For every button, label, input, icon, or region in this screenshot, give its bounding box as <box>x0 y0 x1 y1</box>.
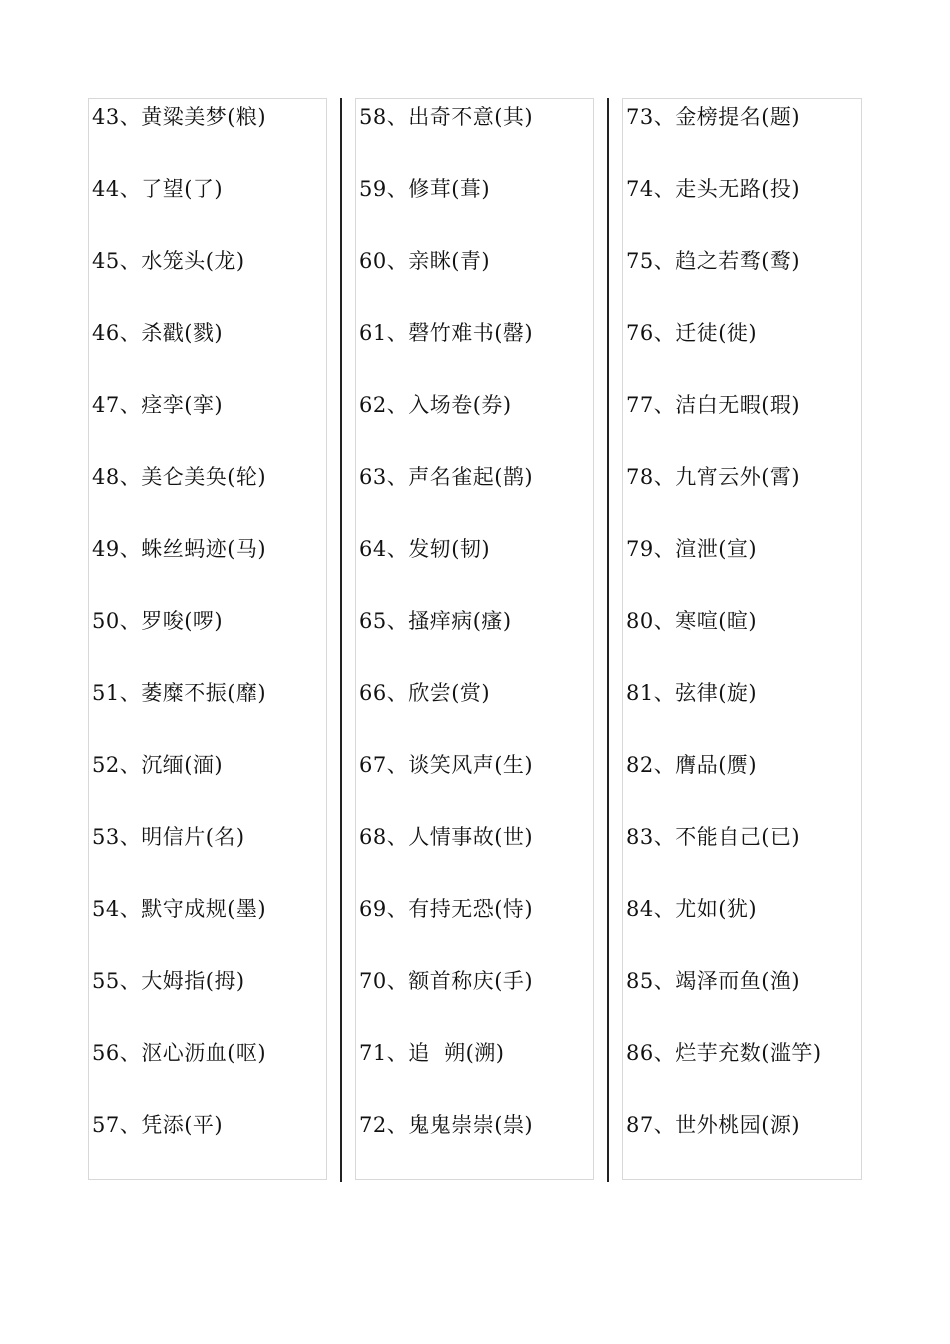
column-divider <box>607 98 609 1182</box>
list-item: 85、竭泽而鱼(渔) <box>626 969 801 993</box>
list-item: 67、谈笑风声(生) <box>359 753 534 777</box>
list-item: 79、渲泄(宣) <box>626 537 758 561</box>
list-item: 45、水笼头(龙) <box>92 249 245 273</box>
list-item: 51、萎糜不振(靡) <box>92 681 267 705</box>
list-item: 52、沉缅(湎) <box>92 753 224 777</box>
list-item: 58、出奇不意(其) <box>359 105 534 129</box>
list-item: 66、欣尝(赏) <box>359 681 491 705</box>
list-item: 75、趋之若骛(鹜) <box>626 249 801 273</box>
list-item: 64、发轫(韧) <box>359 537 491 561</box>
list-item: 71、追 朔(溯) <box>359 1041 505 1065</box>
list-item: 80、寒喧(暄) <box>626 609 758 633</box>
list-item: 82、膺品(赝) <box>626 753 758 777</box>
list-item: 87、世外桃园(源) <box>626 1113 801 1137</box>
list-item: 83、不能自己(已) <box>626 825 801 849</box>
list-item: 48、美仑美奂(轮) <box>92 465 267 489</box>
word-list-column-3 <box>622 98 862 1180</box>
list-item: 62、入场卷(券) <box>359 393 512 417</box>
list-item: 76、迁徒(徙) <box>626 321 758 345</box>
list-item: 43、黄粱美梦(粮) <box>92 105 267 129</box>
list-item: 72、鬼鬼崇崇(祟) <box>359 1113 534 1137</box>
list-item: 46、杀戳(戮) <box>92 321 224 345</box>
list-item: 59、修茸(葺) <box>359 177 491 201</box>
list-item: 61、磬竹难书(罄) <box>359 321 534 345</box>
list-item: 44、了望(了) <box>92 177 224 201</box>
list-item: 49、蛛丝蚂迹(马) <box>92 537 267 561</box>
list-item: 47、痉孪(挛) <box>92 393 224 417</box>
list-item: 78、九宵云外(霄) <box>626 465 801 489</box>
list-item: 55、大姆指(拇) <box>92 969 245 993</box>
list-item: 50、罗唆(啰) <box>92 609 224 633</box>
list-item: 74、走头无路(投) <box>626 177 801 201</box>
list-item: 65、搔痒病(瘙) <box>359 609 512 633</box>
list-item: 60、亲眯(青) <box>359 249 491 273</box>
list-item: 69、有持无恐(恃) <box>359 897 534 921</box>
list-item: 84、尤如(犹) <box>626 897 758 921</box>
list-item: 77、洁白无暇(瑕) <box>626 393 801 417</box>
list-item: 57、凭添(平) <box>92 1113 224 1137</box>
column-divider <box>340 98 342 1182</box>
list-item: 54、默守成规(墨) <box>92 897 267 921</box>
list-item: 81、弦律(旋) <box>626 681 758 705</box>
list-item: 53、明信片(名) <box>92 825 245 849</box>
list-item: 73、金榜提名(题) <box>626 105 801 129</box>
list-item: 63、声名雀起(鹊) <box>359 465 534 489</box>
list-item: 56、沤心沥血(呕) <box>92 1041 267 1065</box>
list-item: 86、烂芋充数(滥竽) <box>626 1041 822 1065</box>
word-list-column-1 <box>88 98 327 1180</box>
word-list-column-2 <box>355 98 594 1180</box>
list-item: 68、人情事故(世) <box>359 825 534 849</box>
list-item: 70、额首称庆(手) <box>359 969 534 993</box>
